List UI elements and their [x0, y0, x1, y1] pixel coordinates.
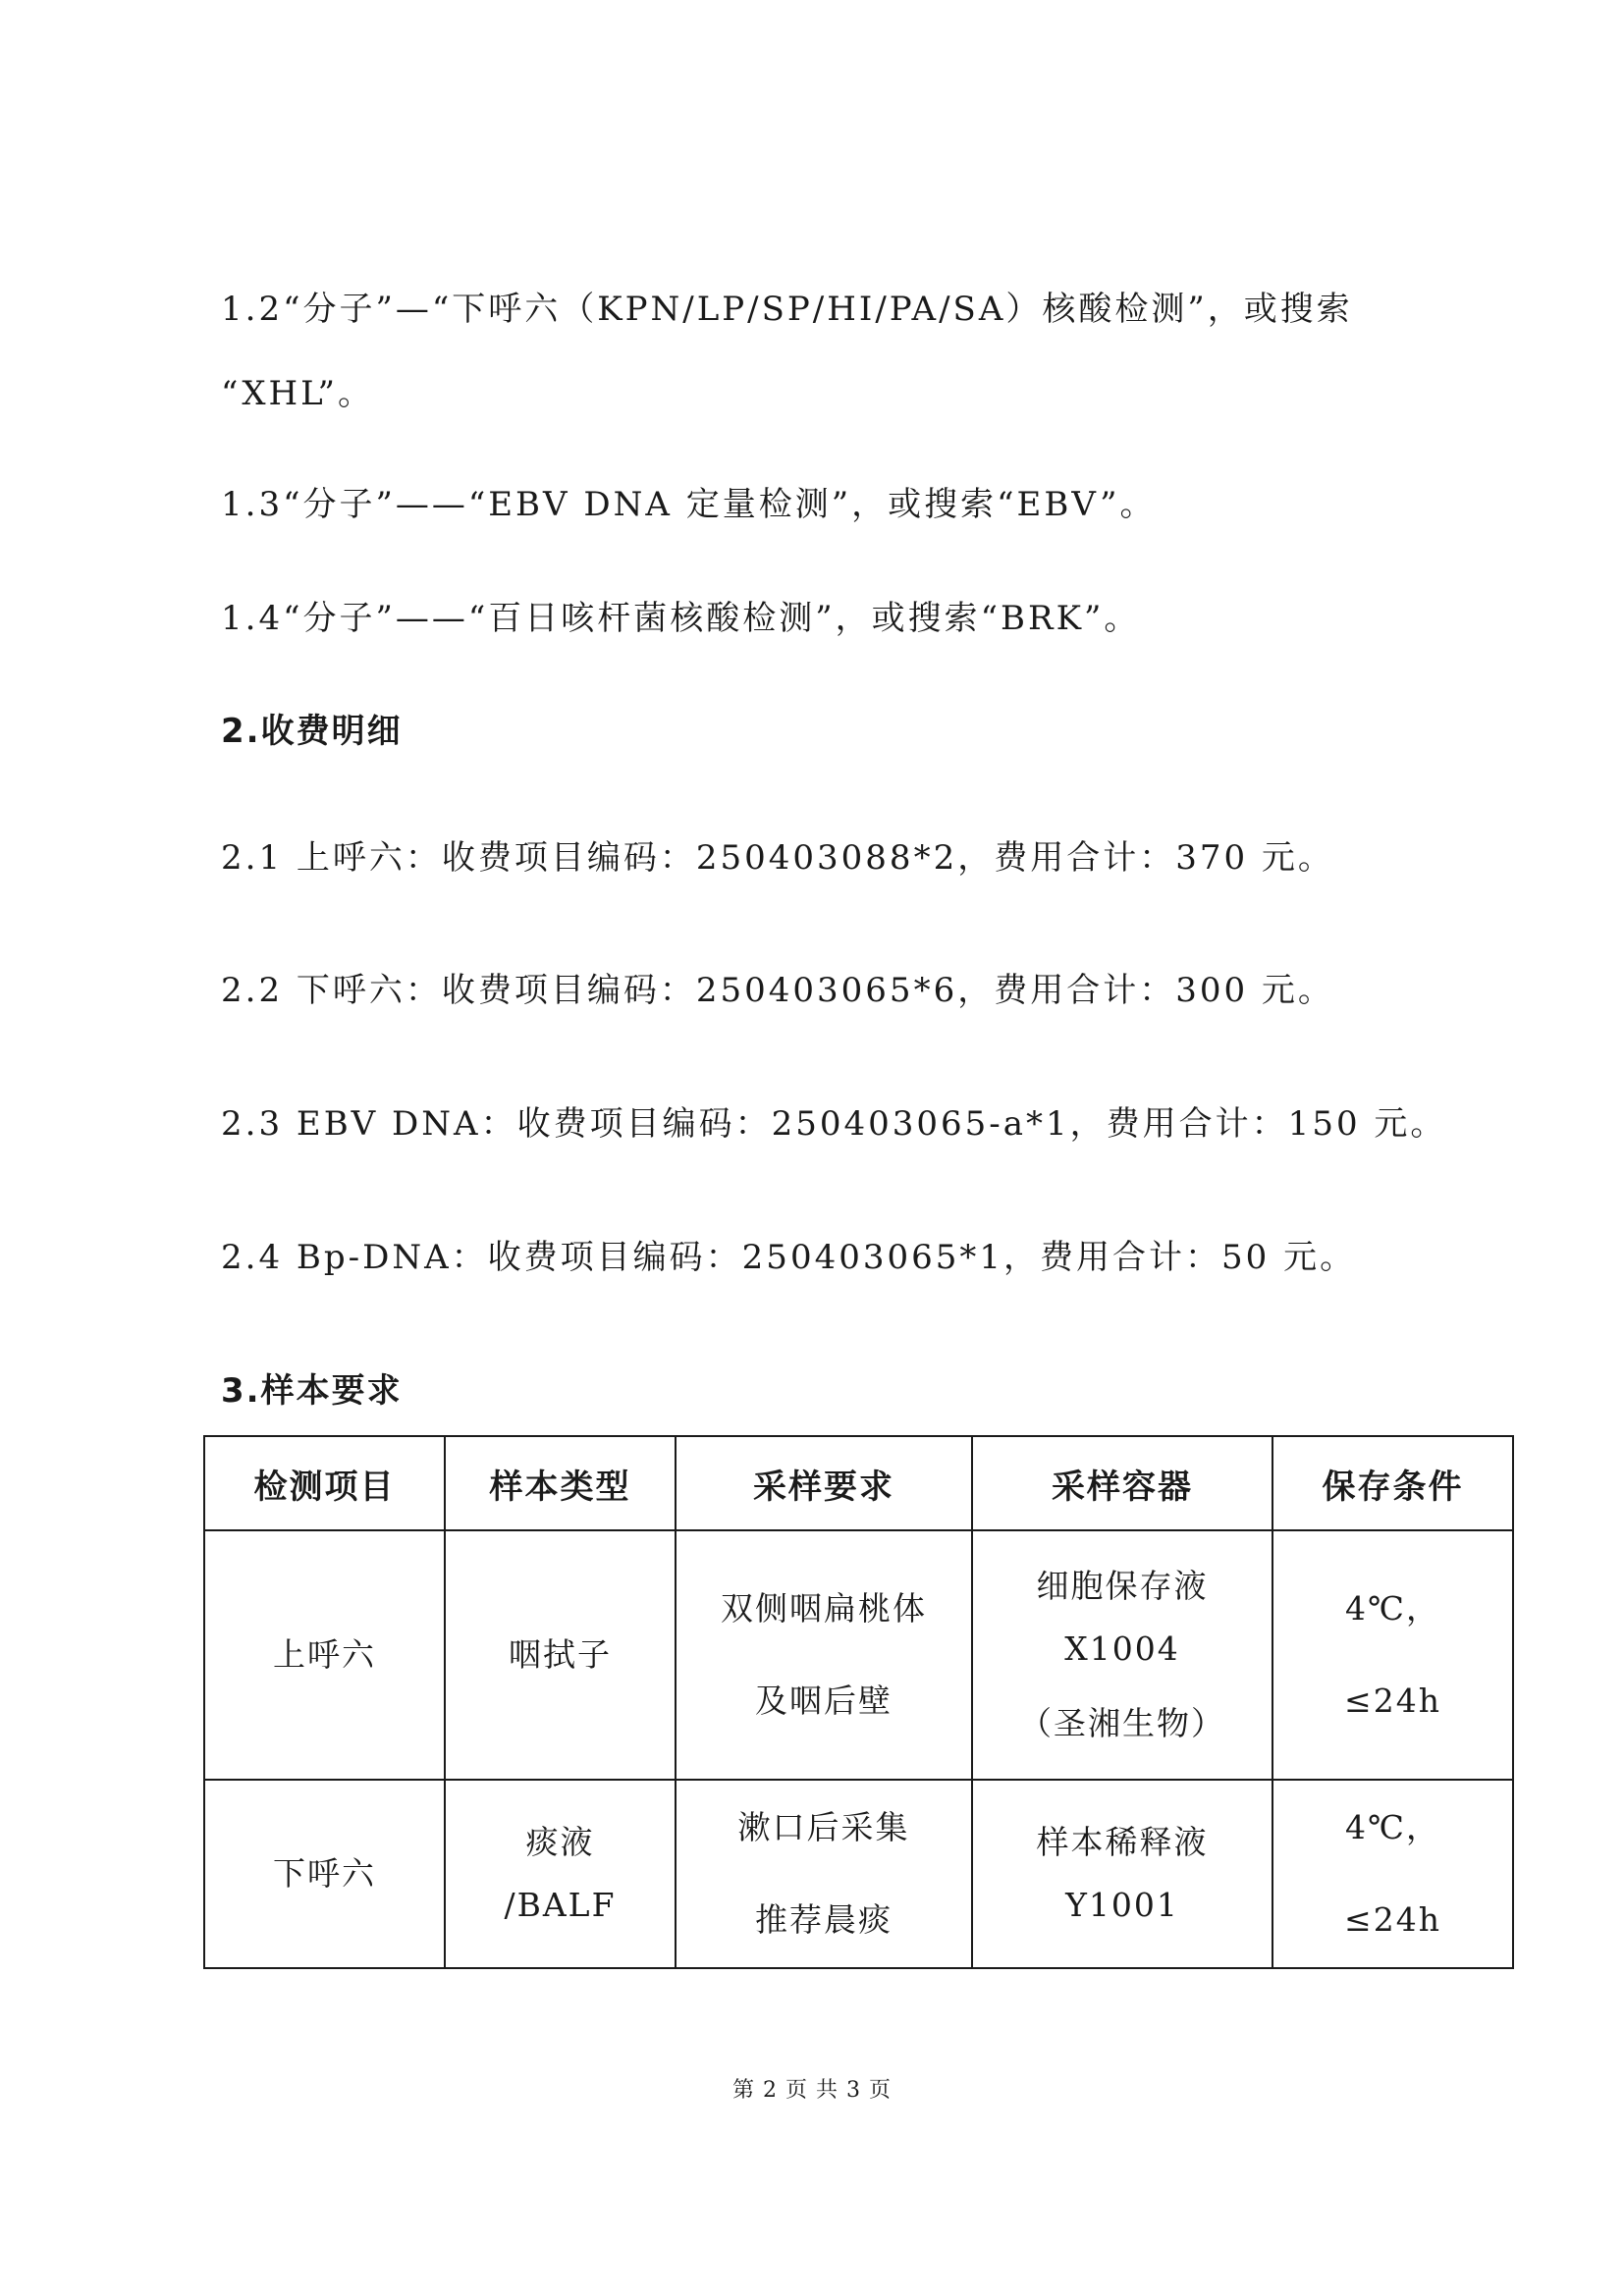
cell-requirement	[676, 1780, 972, 1968]
cell-test-item	[204, 1530, 445, 1780]
line-1-3: 1.3“分子”——“EBV DNA 定量检测”，或搜索“EBV”。	[221, 485, 1157, 524]
section-2-heading: 2.收费明细	[221, 712, 403, 751]
cell-text: 上呼六	[273, 1635, 376, 1674]
section-3-heading: 3.样本要求	[221, 1371, 403, 1411]
cell-text: 4℃，	[1345, 1808, 1440, 1846]
cell-text: （圣湘生物）	[1019, 1704, 1225, 1742]
table-row	[204, 1780, 1513, 1968]
cell-storage	[1272, 1530, 1513, 1780]
cell-text: 样本稀释液	[1036, 1823, 1209, 1861]
cell-sample-type	[445, 1780, 676, 1968]
cell-text: 及咽后壁	[755, 1682, 893, 1720]
fee-item: 2.1 上呼六：收费项目编码：250403088*2，费用合计：370 元。	[221, 838, 1334, 878]
header-test-item: 检测项目	[204, 1436, 445, 1530]
cell-text: 咽拭子	[509, 1635, 612, 1674]
cell-text: X1004	[1064, 1629, 1180, 1668]
fee-item: 2.2 下呼六：收费项目编码：250403065*6，费用合计：300 元。	[221, 971, 1334, 1010]
line-1-2b: “XHL”。	[221, 374, 374, 413]
cell-text: ≤24h	[1344, 1900, 1441, 1939]
header-container: 采样容器	[972, 1436, 1272, 1530]
page-footer: 第 2 页 共 3 页	[732, 2078, 892, 2103]
line-1-4: 1.4“分子”——“百日咳杆菌核酸检测”，或搜索“BRK”。	[221, 599, 1141, 638]
header-requirement: 采样要求	[676, 1436, 972, 1530]
sample-requirements-table	[203, 1435, 1514, 1969]
cell-text: 推荐晨痰	[755, 1900, 893, 1939]
cell-sample-type	[445, 1530, 676, 1780]
cell-text: 痰液	[525, 1823, 595, 1861]
cell-text: /BALF	[504, 1886, 617, 1924]
line-1-2a: 1.2“分子”—“下呼六（KPN/LP/SP/HI/PA/SA）核酸检测”，或搜索	[221, 290, 1353, 329]
cell-text: 细胞保存液	[1036, 1567, 1209, 1605]
cell-text: 漱口后采集	[737, 1808, 910, 1846]
cell-text: 双侧咽扁桃体	[721, 1589, 927, 1628]
cell-container	[972, 1530, 1272, 1780]
header-sample-type: 样本类型	[445, 1436, 676, 1530]
fee-item: 2.4 Bp-DNA：收费项目编码：250403065*1，费用合计：50 元。	[221, 1238, 1357, 1277]
cell-storage	[1272, 1780, 1513, 1968]
cell-requirement	[676, 1530, 972, 1780]
cell-test-item	[204, 1780, 445, 1968]
header-storage: 保存条件	[1272, 1436, 1513, 1530]
cell-text: 4℃，	[1345, 1589, 1440, 1628]
table-row	[204, 1530, 1513, 1780]
table-header-row	[204, 1436, 1513, 1530]
cell-text: ≤24h	[1344, 1682, 1441, 1720]
cell-text: 下呼六	[273, 1854, 376, 1893]
cell-text: Y1001	[1065, 1886, 1179, 1924]
fee-item: 2.3 EBV DNA：收费项目编码：250403065-a*1，费用合计：150 元。	[221, 1104, 1447, 1144]
cell-container	[972, 1780, 1272, 1968]
